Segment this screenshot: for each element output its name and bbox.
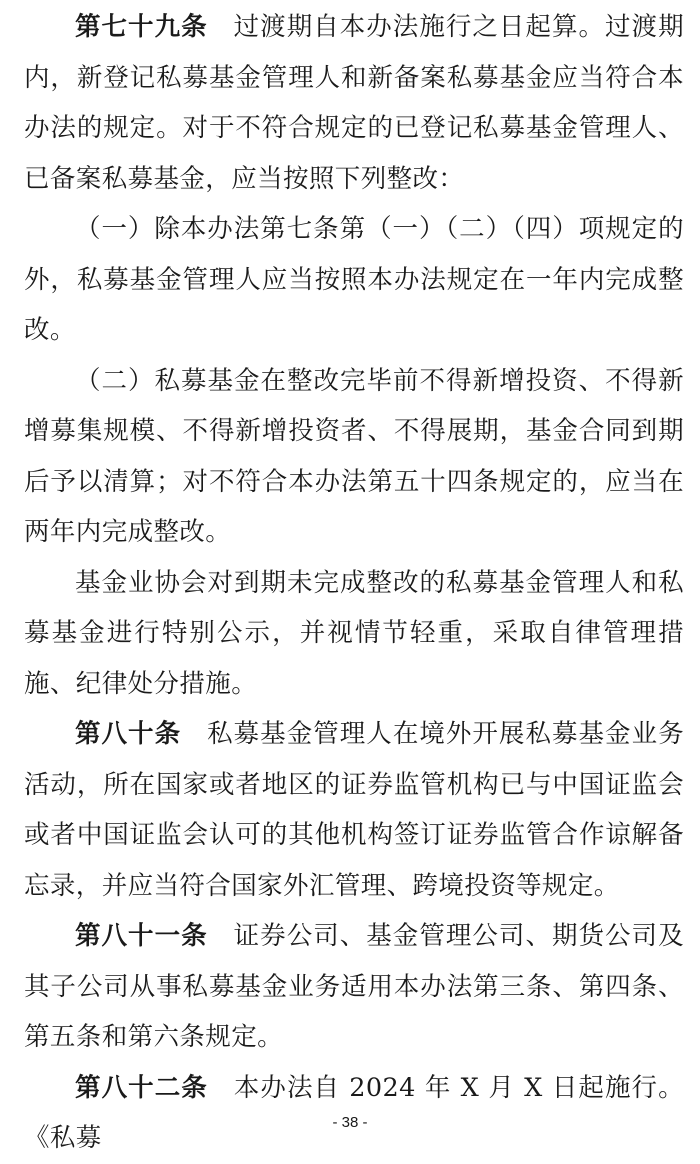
rectification-item-2-text: （二）私募基金在整改完毕前不得新增投资、不得新增募集规模、不得新增投资者、不得展期，基金合同到期后予以清算；对不符合本办法第五十四条规定的，应当在两年内完成整改。 bbox=[24, 365, 684, 547]
article-79-heading: 第七十九条 bbox=[75, 12, 208, 42]
article-82-heading: 第八十二条 bbox=[75, 1072, 208, 1103]
article-79-text: 过渡期自本办法施行之日起算。过渡期内，新登记私募基金管理人和新备案私募基金应当符合本办法的规定。对于不符合规定的已登记私募基金管理人、已备案私募基金，应当按照下列整改： bbox=[24, 12, 684, 194]
rectification-item-1 bbox=[24, 204, 684, 356]
document-body bbox=[24, 2, 684, 1164]
article-80-paragraph bbox=[24, 709, 684, 911]
rectification-item-2 bbox=[24, 356, 684, 558]
article-81-heading: 第八十一条 bbox=[75, 921, 208, 951]
article-81-paragraph bbox=[24, 911, 684, 1063]
article-79-paragraph bbox=[24, 2, 684, 204]
association-publicity-text: 基金业协会对到期未完成整改的私募基金管理人和私募基金进行特别公示，并视情节轻重，采取自律管理措施、纪律处分措施。 bbox=[24, 567, 684, 699]
rectification-item-1-text: （一）除本办法第七条第（一）（二）（四）项规定的外，私募基金管理人应当按照本办法规定在一年内完成整改。 bbox=[24, 214, 684, 345]
article-80-text: 私募基金管理人在境外开展私募基金业务活动，所在国家或者地区的证券监管机构已与中国证监会或者中国证监会认可的其他机构签订证券监管合作谅解备忘录，并应当符合国家外汇管理、跨境投资等规定。 bbox=[24, 719, 685, 901]
article-80-heading: 第八十条 bbox=[75, 719, 182, 749]
page-number: - 38 - bbox=[332, 1114, 368, 1131]
association-publicity-paragraph bbox=[24, 558, 684, 710]
article-81-text: 证券公司、基金管理公司、期货公司及其子公司从事私募基金业务适用本办法第三条、第四条、第五条和第六条规定。 bbox=[24, 921, 684, 1052]
article-82-text: 本办法自 2024 年 X 月 X 日起施行。《私募 bbox=[24, 1072, 684, 1153]
